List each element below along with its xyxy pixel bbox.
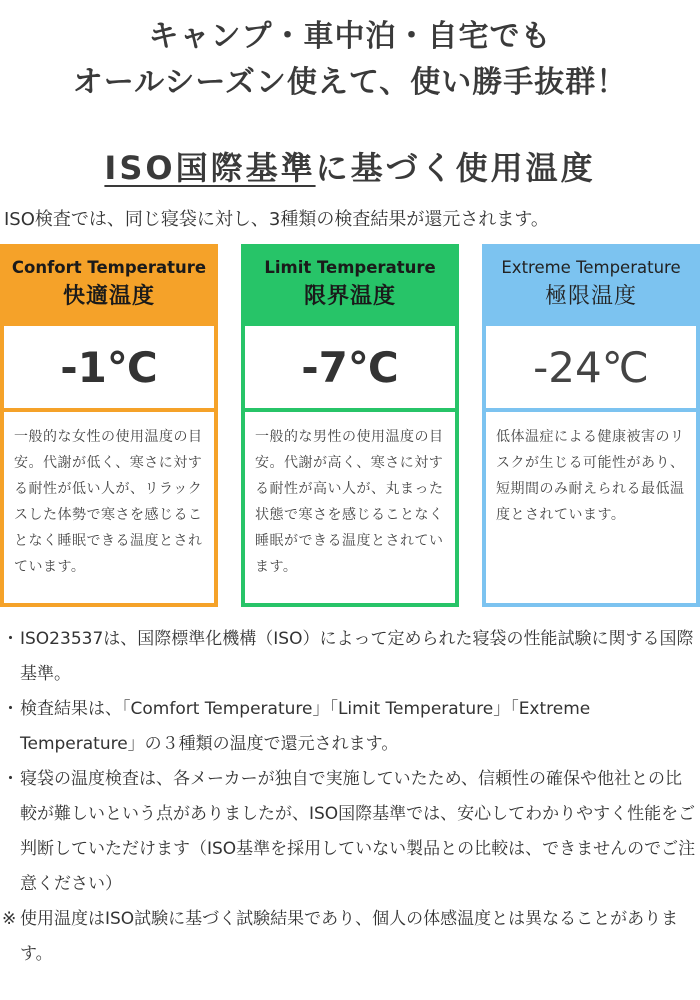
card-limit-name-ja: 限界温度 <box>303 284 396 309</box>
card-limit-header <box>245 248 455 326</box>
section-title <box>0 144 700 192</box>
note-text: ISO23537は、国際標準化機構（ISO）によって定められた寝袋の性能試験に関する国際基準。 <box>20 629 694 684</box>
card-extreme-name-en: Extreme Temperature <box>501 258 681 277</box>
card-extreme-header <box>486 248 696 326</box>
card-extreme-temperature: -24℃ <box>486 326 696 412</box>
card-comfort-temperature: -1℃ <box>4 326 214 412</box>
card-extreme-description: 低体温症による健康被害のリスクが生じる可能性があり、短期間のみ耐えられる最低温度とされています。 <box>496 429 685 523</box>
note-item <box>2 692 698 762</box>
note-text: 検査結果は、「Comfort Temperature」「Limit Temperature」「Extreme Temperature」の３種類の温度で還元されます。 <box>20 699 591 754</box>
note-bullet: ・ <box>2 629 19 649</box>
note-text: 寝袋の温度検査は、各メーカーが独自で実施していたため、信頼性の確保や他社との比較が難しいという点がありましたが、ISO国際基準では、安心してわかりやすく性能をご判断していただけます（ISO基準を採用していない製品との比較は、できませんのでご注意ください） <box>20 769 696 894</box>
note-text: 使用温度はISO試験に基づく試験結果であり、個人の体感温度とは異なることがあります。 <box>20 909 679 964</box>
card-extreme-name-ja: 極限温度 <box>544 284 637 309</box>
card-limit-description: 一般的な男性の使用温度の目安。代謝が高く、寒さに対する耐性が高い人が、丸まった状態で寒さを感じることなく睡眠ができる温度とされています。 <box>255 429 444 575</box>
card-comfort <box>0 244 218 607</box>
notes-list <box>2 622 698 972</box>
card-comfort-name-en: Confort Temperature <box>11 258 207 277</box>
headline <box>0 14 700 106</box>
note-bullet: ・ <box>2 699 19 719</box>
note-item <box>2 622 698 692</box>
card-comfort-description: 一般的な女性の使用温度の目安。代謝が低く、寒さに対する耐性が低い人が、リラックスした体勢で寒さを感じることなく睡眠できる温度とされています。 <box>14 429 203 575</box>
headline-line-2: オールシーズン使えて、使い勝手抜群！ <box>72 65 628 100</box>
section-title-underlined: ISO国際基準 <box>104 149 316 187</box>
note-item <box>2 902 698 972</box>
note-item <box>2 762 698 902</box>
card-limit <box>241 244 459 607</box>
headline-line-1: キャンプ・車中泊・自宅でも <box>148 19 552 54</box>
card-extreme <box>482 244 700 607</box>
card-comfort-name-ja: 快適温度 <box>62 284 155 309</box>
intro-text: ISO検査では、同じ寝袋に対し、3種類の検査結果が還元されます。 <box>4 209 549 230</box>
section-title-rest: に基づく使用温度 <box>315 149 596 187</box>
card-comfort-header <box>4 248 214 326</box>
card-limit-temperature: -7℃ <box>245 326 455 412</box>
card-limit-name-en: Limit Temperature <box>264 258 436 277</box>
note-bullet: ・ <box>2 769 19 789</box>
note-asterisk: ※ <box>2 909 17 929</box>
